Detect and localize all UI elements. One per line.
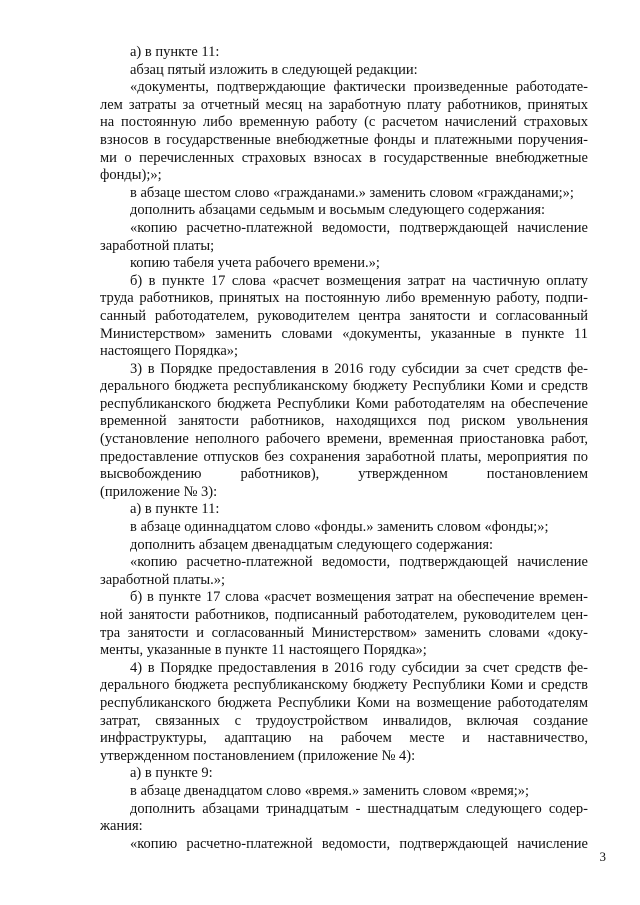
text-line: настоящего Порядка»; bbox=[100, 343, 239, 360]
text-line: 4) в Порядке предоставления в 2016 году субсидии за счет средств фе- bbox=[130, 659, 588, 676]
text-line: фонды);»; bbox=[100, 167, 162, 184]
text-line: 3) в Порядке предоставления в 2016 году субсидии за счет средств фе- bbox=[130, 360, 588, 377]
text-line: б) в пункте 17 слова «расчет возмещения затрат на частичную оплату bbox=[130, 272, 588, 289]
text-line: заработной платы; bbox=[100, 237, 215, 254]
text-line: «документы, подтверждающие фактически произведенные работодате- bbox=[130, 79, 588, 96]
text-line: а) в пункте 11: bbox=[130, 501, 220, 518]
text-line: затрат, связанных с трудоустройством инвалидов, включая создание bbox=[100, 712, 588, 729]
text-line: копию табеля учета рабочего времени.»; bbox=[130, 255, 380, 272]
text-line: санный работодателем, руководителем центра занятости и согласованный bbox=[100, 307, 588, 324]
text-line: в абзаце одиннадцатом слово «фонды.» заменить словом «фонды;»; bbox=[130, 519, 549, 536]
text-line: дерального бюджета республиканскому бюджету Республики Коми и средств bbox=[100, 378, 588, 395]
text-line: (приложение № 3): bbox=[100, 483, 218, 500]
text-line: а) в пункте 11: bbox=[130, 44, 220, 60]
text-line: лем затраты за отчетный месяц на заработную плату работников, принятых bbox=[100, 96, 588, 113]
text-line: «копию расчетно-платежной ведомости, подтверждающей начисление bbox=[130, 554, 588, 571]
text-line: в абзаце двенадцатом слово «время.» заменить словом «время;»; bbox=[130, 782, 530, 799]
text-line: (установление неполного рабочего времени, временная приостановка работ, bbox=[100, 431, 588, 448]
text-line: абзац пятый изложить в следующей редакции: bbox=[130, 61, 418, 78]
text-line: дополнить абзацами седьмым и восьмым следующего содержания: bbox=[130, 202, 546, 219]
text-line: труда работников, принятых на постоянную либо временную работу, подпи- bbox=[100, 290, 588, 307]
text-line: ной занятости работников, подписанный работодателем, руководителем цен- bbox=[100, 607, 588, 623]
text-line: временной занятости работников, находящихся под риском увольнения bbox=[100, 413, 588, 430]
text-line: в абзаце шестом слово «гражданами.» заменить словом «гражданами;»; bbox=[130, 184, 574, 201]
text-line: а) в пункте 9: bbox=[130, 765, 213, 782]
text-line: «копию расчетно-платежной ведомости, подтверждающей начисление bbox=[130, 835, 588, 852]
text-line: «копию расчетно-платежной ведомости, подтверждающей начисление bbox=[130, 219, 588, 236]
text-line: утвержденном постановлением (приложение № 4): bbox=[100, 747, 416, 764]
text-line: республиканского бюджета Республики Коми на возмещение работодателям bbox=[100, 694, 588, 711]
text-line: менты, указанные в пункте 11 настоящего Порядка»; bbox=[100, 642, 427, 659]
text-line: на постоянную либо временную работу (с расчетом начислений страховых bbox=[100, 114, 588, 131]
text-line: дополнить абзацами тринадцатым - шестнадцатым следующего содер- bbox=[130, 800, 588, 817]
text-line: высвобождению работников), утвержденном постановлением bbox=[100, 466, 588, 483]
text-line: тра занятости и согласованный Министерством» заменить словами «доку- bbox=[100, 624, 588, 641]
text-line: взносов в государственные внебюджетные фонды и платежными поручения- bbox=[100, 131, 588, 148]
text-line: б) в пункте 17 слова «расчет возмещения затрат на обеспечение времен- bbox=[130, 589, 588, 606]
text-line: инфраструктуры, адаптацию на рабочем месте и наставничество, bbox=[100, 730, 588, 747]
document-body bbox=[100, 44, 588, 853]
text-line: предоставление отпусков без сохранения заработной платы, мероприятия по bbox=[100, 448, 588, 465]
text-line: Министерством» заменить словами «документы, указанные в пункте 11 bbox=[100, 325, 588, 342]
text-line: заработной платы.»; bbox=[100, 571, 226, 588]
text-line: дополнить абзацем двенадцатым следующего содержания: bbox=[130, 536, 494, 553]
page-number: 3 bbox=[599, 849, 606, 864]
text-line: жания: bbox=[100, 818, 143, 835]
text-line: республиканского бюджета Республики Коми работодателям на обеспечение bbox=[100, 395, 588, 412]
text-line: ми о перечисленных страховых взносах в государственные внебюджетные bbox=[100, 149, 588, 166]
text-line: дерального бюджета республиканскому бюджету Республики Коми и средств bbox=[100, 677, 588, 694]
